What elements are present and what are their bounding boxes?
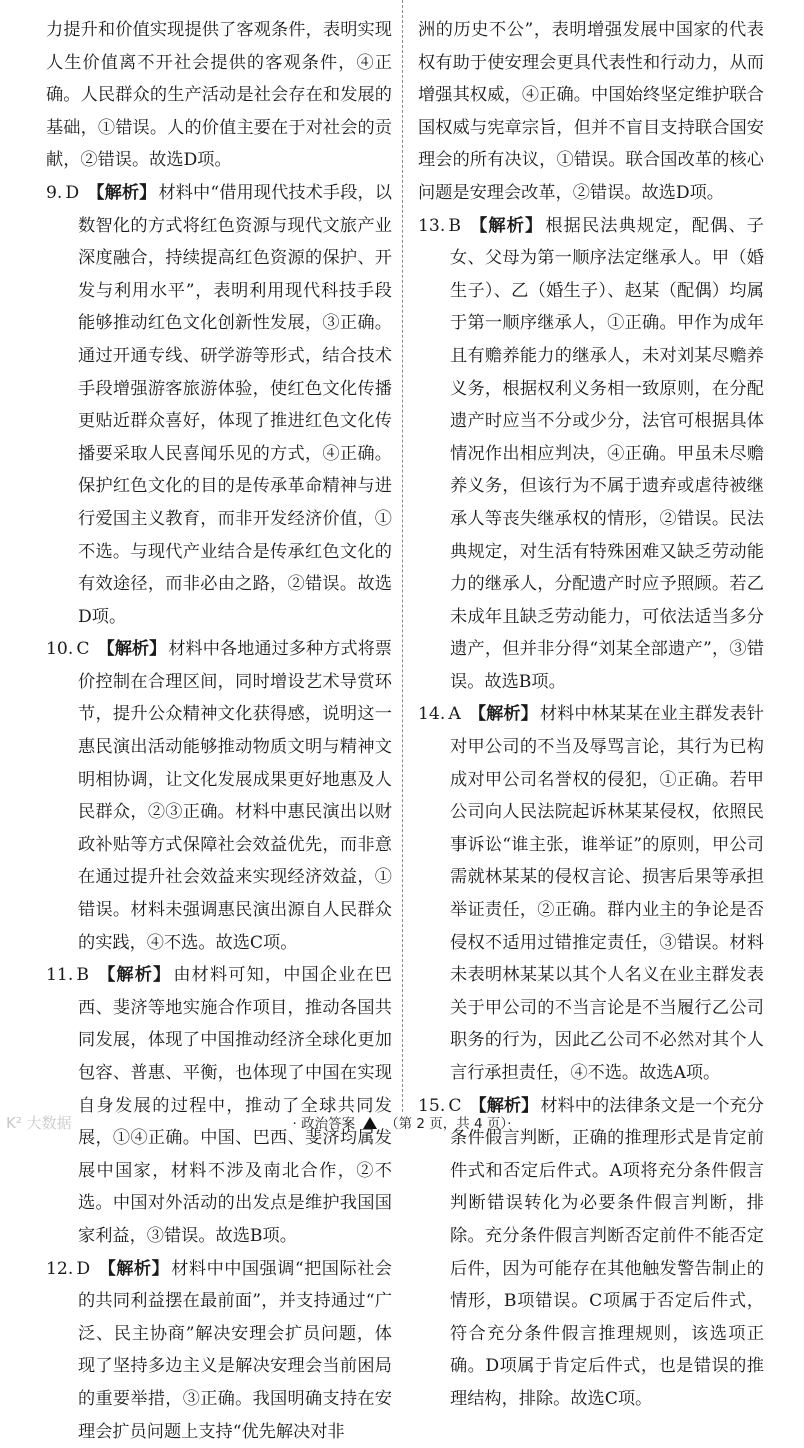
answer-item-12 [46, 1253, 392, 1448]
item-text: 材料中林某某在业主群发表针对甲公司的不当及辱骂言论，其行为已构成对甲公司名誉权的侵犯，①正确。若甲公司向人民法院起诉林某某侵权，依照民事诉讼“谁主张，谁举证”的原则，甲公司需就林某某的侵权言论、损害后果等承担举证责任，②正确。群内业主的争论是否侵权不适用过错推定责任，③错误。材料未表明林某某以其个人名义在业主群发表关于甲公司的不当言论是不当履行乙公司职务的行为，因此乙公司不必然对其个人言行承担责任，④不选。故选A项。 [450, 704, 764, 1083]
right-continuation: 洲的历史不公”，表明增强发展中国家的代表权有助于使安理会更具代表性和行动力，从而增强其权威，④正确。中国始终坚定维护联合国权威与宪章宗旨，但并不盲目支持联合国安理会的所有决议，①错误。联合国改革的核心问题是安理会改革，②错误。故选D项。 [418, 20, 764, 203]
watermark: K² 大数据 [6, 1114, 72, 1132]
item-number: 9. [46, 182, 63, 203]
item-answer: B [76, 965, 89, 986]
page-footer [0, 1112, 804, 1132]
answer-item-14 [418, 698, 764, 1089]
analysis-tag: 【解析】 [96, 965, 172, 986]
right-column [418, 14, 764, 1416]
analysis-tag: 【解析】 [468, 704, 538, 725]
left-column [46, 14, 392, 1448]
item-answer: C [448, 1095, 462, 1116]
footer-page-number: （第 2 页，共 4 页）· [385, 1116, 512, 1132]
column-divider [402, 0, 403, 1112]
analysis-tag: 【解析】 [468, 215, 544, 236]
item-text: 材料中中国强调“把国际社会的共同利益摆在最前面”，并支持通过“广泛、民主协商”解决安理会扩员问题，体现了坚持多边主义是解决安理会当前困局的重要举措，③正确。我国明确支持在安理会扩员问题上支持“优先解决对非 [78, 1258, 392, 1442]
left-continuation: 力提升和价值实现提供了客观条件，表明实现人生价值离不开社会提供的客观条件，④正确。人民群众的生产活动是社会存在和发展的基础，①错误。人的价值主要在于对社会的贡献，②错误。故选D项。 [46, 20, 392, 171]
item-text: 材料中的法律条文是一个充分条件假言判断，正确的推理形式是肯定前件式和否定后件式。A项将充分条件假言判断错误转化为必要条件假言判断，排除。充分条件假言判断否定前件不能否定后件，因为可能存在其他触发警告制止的情形，B项错误。C项属于否定后件式，符合充分条件假言推理规则，该选项正确。D项属于肯定后件式，也是错误的推理结构，排除。故选C项。 [450, 1095, 764, 1409]
answer-item-13 [418, 210, 764, 699]
item-answer: C [76, 639, 90, 660]
footer-subject: · 政治答案 [292, 1116, 356, 1132]
item-number: 15. [418, 1095, 446, 1116]
item-text: 由材料可知，中国企业在巴西、斐济等地实施合作项目，推动各国共同发展，体现了中国推动经济全球化更加包容、普惠、平衡，也体现了中国在实现自身发展的过程中，推动了全球共同发展，①④正确。中国、巴西、斐济均属发展中国家，材料不涉及南北合作，②不选。中国对外活动的出发点是维护我国国家利益，③错误。故选B项。 [78, 965, 392, 1246]
item-number: 14. [418, 704, 446, 725]
analysis-tag: 【解析】 [97, 639, 167, 660]
item-answer: B [448, 215, 461, 236]
triangle-icon [363, 1117, 377, 1129]
answer-item-10 [46, 633, 392, 959]
item-answer: D [76, 1258, 91, 1279]
item-answer: A [448, 704, 461, 725]
item-text: 材料中各地通过多种方式将票价控制在合理区间，同时增设艺术导赏环节，提升公众精神文化获得感，说明这一惠民演出活动能够推动物质文明与精神文明相协调，让文化发展成果更好地惠及人民群众，②③正确。材料中惠民演出以财政补贴等方式保障社会效益优先，而非意在通过提升社会效益来实现经济效益，①错误。材料未强调惠民演出源自人民群众的实践，④不选。故选C项。 [78, 639, 392, 953]
answer-item-9 [46, 177, 392, 633]
item-number: 13. [418, 215, 446, 236]
item-number: 12. [46, 1258, 74, 1279]
analysis-tag: 【解析】 [469, 1095, 539, 1116]
item-number: 11. [46, 965, 74, 986]
item-number: 10. [46, 639, 74, 660]
item-answer: D [65, 182, 80, 203]
item-text: 根据民法典规定，配偶、子女、父母为第一顺序法定继承人。甲（婚生子）、乙（婚生子）、赵某（配偶）均属于第一顺序继承人，①正确。甲作为成年且有赡养能力的继承人，未对刘某尽赡养义务，根据权利义务相一致原则，在分配遗产时应当不分或少分，法官可根据具体情况作出相应判决，④正确。甲虽未尽赡养义务，但该行为不属于遗弃或虐待被继承人等丧失继承权的情形，②错误。民法典规定，对生活有特殊困难又缺乏劳动能力的继承人，分配遗产时应予照顾。若乙未成年且缺乏劳动能力，可依法适当多分遗产，但并非分得“刘某全部遗产”，③错误。故选B项。 [450, 215, 764, 692]
answer-item-15 [418, 1090, 764, 1416]
analysis-tag: 【解析】 [87, 182, 157, 203]
answer-item-11 [46, 959, 392, 1252]
analysis-tag: 【解析】 [98, 1258, 170, 1279]
item-text: 材料中“借用现代技术手段，以数智化的方式将红色资源与现代文旅产业深度融合，持续提高红色资源的保护、开发与利用水平”，表明利用现代科技手段能够推动红色文化创新性发展，③正确。通过开通专线、研学游等形式，结合技术手段增强游客旅游体验，使红色文化传播更贴近群众喜好，体现了推进红色文化传播要采取人民喜闻乐见的方式，④正确。保护红色文化的目的是传承革命精神与进行爱国主义教育，而非开发经济价值，①不选。与现代产业结合是传承红色文化的有效途径，而非必由之路，②错误。故选D项。 [78, 182, 392, 627]
